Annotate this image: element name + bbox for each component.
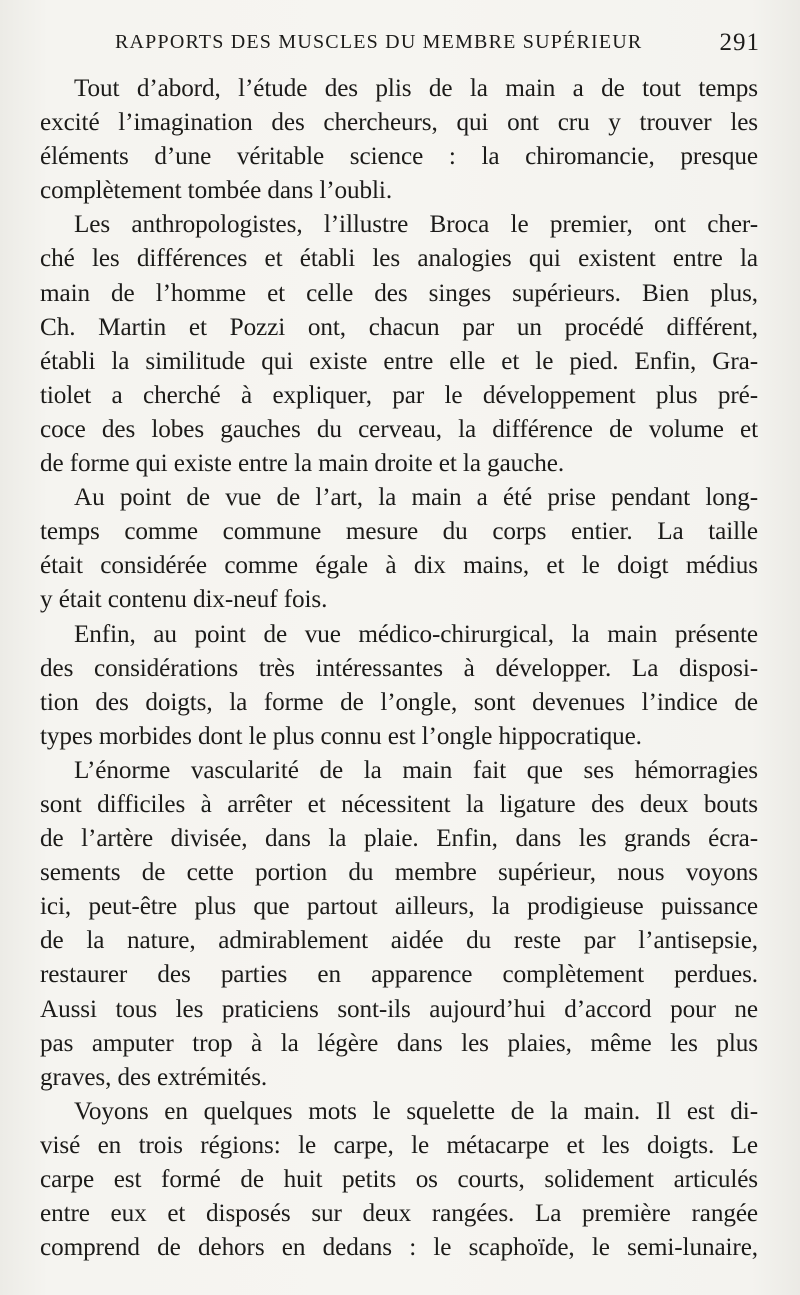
paragraph (40, 618, 758, 754)
text-line: établi la similitude qui existe entre elle et le pied. Enfin, Gra- (40, 347, 758, 375)
text-line: temps comme commune mesure du corps entier. La taille (40, 518, 758, 546)
text-line: de la nature, admirablement aidée du reste par l’antisepsie, (40, 927, 758, 955)
text-line: restaurer des parties en apparence complètement perdues. (40, 961, 758, 989)
paragraph (40, 72, 758, 208)
text-line: sont difficiles à arrêter et nécessitent la ligature des deux bouts (40, 790, 758, 818)
text-line: sements de cette portion du membre supérieur, nous voyons (40, 859, 758, 887)
text-line: Au point de vue de l’art, la main a été prise pendant long- (74, 484, 758, 512)
text-line: Tout d’abord, l’étude des plis de la main a de tout temps (74, 75, 758, 102)
text-line: y était contenu dix-neuf fois. (40, 586, 328, 614)
text-line: main de l’homme et celle des singes supérieurs. Bien plus, (40, 279, 758, 307)
text-line: Ch. Martin et Pozzi ont, chacun par un procédé différent, (40, 313, 758, 341)
text-line: Voyons en quelques mots le squelette de la main. Il est di- (74, 1097, 758, 1125)
paragraph (40, 1095, 758, 1265)
text-line: graves, des extrémités. (40, 1063, 268, 1091)
page-number: 291 (719, 29, 760, 56)
text-line: ché les différences et établi les analogies qui existent entre la (40, 245, 758, 273)
text-line: complètement tombée dans l’oubli. (40, 177, 393, 205)
paragraph (40, 481, 758, 617)
text-line: types morbides dont le plus connu est l’ongle hippocratique. (40, 722, 642, 750)
text-line: Aussi tous les praticiens sont-ils aujourd’hui d’accord pour ne (40, 995, 758, 1023)
text-line: tiolet a cherché à expliquer, par le développement plus pré- (40, 381, 758, 409)
text-line: était considérée comme égale à dix mains, et le doigt médius (40, 552, 758, 580)
text-line: Enfin, au point de vue médico-chirurgical, la main présente (74, 620, 758, 648)
body-text (40, 72, 758, 1265)
text-line: ici, peut-être plus que partout ailleurs, la prodigieuse puissance (40, 893, 758, 921)
text-line: coce des lobes gauches du cerveau, la différence de volume et (40, 415, 758, 443)
paragraph (40, 754, 758, 1095)
text-line: comprend de dehors en dedans : le scaphoïde, le semi-lunaire, (40, 1234, 758, 1262)
text-line: des considérations très intéressantes à développer. La disposi- (40, 654, 758, 682)
text-line: éléments d’une véritable science : la chiromancie, presque (40, 143, 758, 171)
running-header (40, 31, 760, 61)
text-line: excité l’imagination des chercheurs, qui ont cru y trouver les (40, 109, 758, 137)
text-line: tion des doigts, la forme de l’ongle, sont devenues l’indice de (40, 688, 758, 716)
paragraph (40, 208, 758, 481)
text-line: entre eux et disposés sur deux rangées. La première rangée (40, 1200, 758, 1228)
running-title: RAPPORTS DES MUSCLES DU MEMBRE SUPÉRIEUR (115, 31, 643, 53)
text-line: Les anthropologistes, l’illustre Broca le premier, ont cher- (74, 211, 758, 239)
text-line: carpe est formé de huit petits os courts, solidement articulés (40, 1166, 758, 1193)
text-line: de l’artère divisée, dans la plaie. Enfin, dans les grands écra- (40, 825, 758, 853)
text-line: visé en trois régions: le carpe, le métacarpe et les doigts. Le (40, 1131, 758, 1159)
text-line: L’énorme vascularité de la main fait que ses hémorragies (74, 756, 758, 784)
text-line: pas amputer trop à la légère dans les plaies, même les plus (40, 1029, 758, 1057)
text-line: de forme qui existe entre la main droite et la gauche. (40, 450, 565, 478)
